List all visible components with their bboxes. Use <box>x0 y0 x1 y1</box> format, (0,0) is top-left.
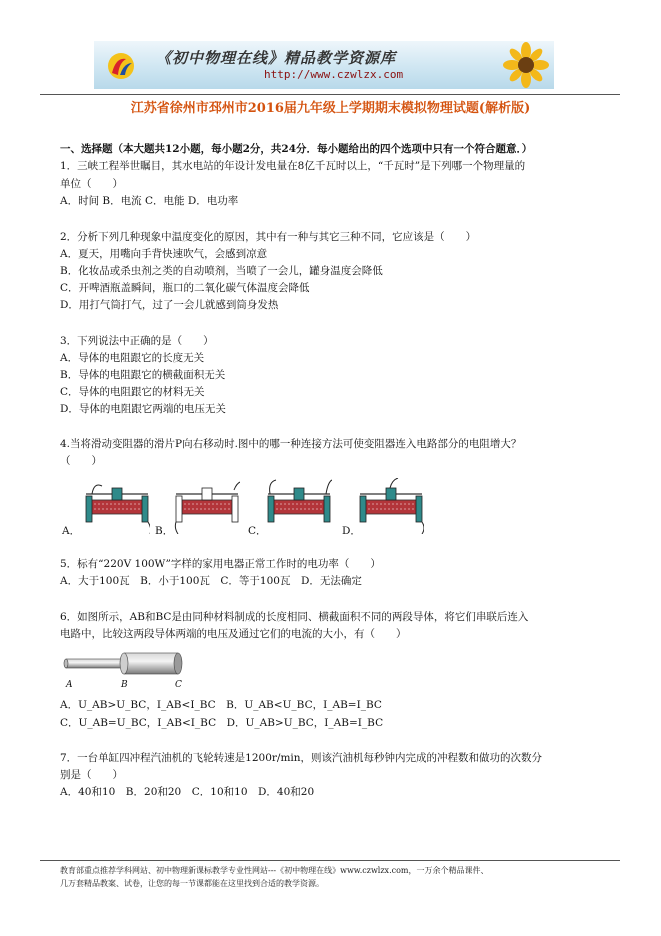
q4-label-d: D． <box>342 525 361 537</box>
q1-options: A．时间 B．电流 C．电能 D．电功率 <box>60 195 239 207</box>
header-divider <box>40 94 620 95</box>
q3-option-b: B．导体的电阻跟它的横截面积无关 <box>60 369 226 381</box>
q7-options: A．40和10 B．20和20 C．10和10 D．40和20 <box>60 786 315 798</box>
q2-option-a: A．夏天，用嘴向手背快速吹气，会感到凉意 <box>60 248 268 260</box>
q6-options-line1: A．U_AB>U_BC，I_AB<I_BC B．U_AB<U_BC，I_AB=I_BC <box>60 699 382 711</box>
banner-title: 《初中物理在线》精品教学资源库 <box>156 49 397 67</box>
q4-stem-line1: 4.当将滑动变阻器的滑片P向右移动时.图中的哪一种连接方法可使变阻器连入电路部分的电阻增大？ <box>60 438 522 450</box>
q3-option-a: A．导体的电阻跟它的长度无关 <box>60 352 205 364</box>
q2-option-c: C．开啤酒瓶盖瞬间，瓶口的二氧化碳气体温度会降低 <box>60 282 310 294</box>
q4-label-c: C． <box>248 525 267 537</box>
document-title: 江苏省徐州市邳州市2016届九年级上学期期末模拟物理试题(解析版) <box>130 101 531 116</box>
site-logo-icon <box>106 51 136 81</box>
rheostat-figure-c <box>266 478 332 534</box>
rheostat-figure-d <box>358 478 424 534</box>
q3-option-c: C．导体的电阻跟它的材料无关 <box>60 386 205 398</box>
rheostat-figure-a <box>84 478 150 534</box>
q6-stem-line1: 6．如图所示，AB和BC是由同种材料制成的长度相同、横截面积不同的两段导体，将它们串联后连入 <box>60 611 529 623</box>
q1-stem-line1: 1．三峡工程举世瞩目，其水电站的年设计发电量在8亿千瓦时以上，“千瓦时”是下列哪一个物理量的 <box>60 160 526 172</box>
q6-stem-line2: 电路中，比较这两段导体两端的电压及通过它们的电流的大小，有（ ） <box>60 628 407 640</box>
footer-line2: 几万套精品教案、试卷，让您的每一节课都能在这里找到合适的教学资源。 <box>60 879 324 888</box>
footer-line1: 教育部重点推荐学科网站、初中物理新课标教学专业性网站---《初中物理在线》www.czwlzx.com，一万余个精品课件、 <box>60 866 489 875</box>
q7-stem-line2: 别是（ ） <box>60 769 123 781</box>
banner-url[interactable]: http://www.czwlzx.com <box>264 68 404 81</box>
q2-option-b: B．化妆品或杀虫剂之类的自动喷剂，当喷了一会儿，罐身温度会降低 <box>60 265 383 277</box>
q4-label-b: B． <box>155 525 174 537</box>
q5-stem: 5．标有“220V 100W”字样的家用电器正常工作时的电功率（ ） <box>60 558 381 570</box>
header-banner <box>94 41 554 89</box>
q6-fig-label-a: A <box>66 680 73 690</box>
q4-label-a: A． <box>62 525 81 537</box>
sunflower-icon <box>492 41 550 89</box>
q3-stem: 3．下列说法中正确的是（ ） <box>60 335 214 347</box>
q2-option-d: D．用打气筒打气，过了一会儿就感到筒身发热 <box>60 299 279 311</box>
q1-stem-line2: 单位（ ） <box>60 178 123 190</box>
q6-fig-label-c: C <box>175 680 182 690</box>
q6-fig-label-b: B <box>121 680 128 690</box>
q2-stem: 2．分析下列几种现象中温度变化的原因，其中有一种与其它三种不同，它应该是（ ） <box>60 231 477 243</box>
footer-divider <box>40 860 620 861</box>
section-heading: 一、选择题（本大题共12小题，每小题2分，共24分．每小题给出的四个选项中只有一个符合题意．） <box>60 143 533 155</box>
q7-stem-line1: 7．一台单缸四冲程汽油机的飞轮转速是1200r/min，则该汽油机每秒钟内完成的冲程数和做功的次数分 <box>60 752 543 764</box>
q6-options-line2: C．U_AB=U_BC，I_AB<I_BC D．U_AB>U_BC，I_AB=I_BC <box>60 717 384 729</box>
q4-stem-line2: （ ） <box>60 455 102 467</box>
q5-options: A．大于100瓦 B．小于100瓦 C．等于100瓦 D．无法确定 <box>60 575 362 587</box>
q3-option-d: D．导体的电阻跟它两端的电压无关 <box>60 403 226 415</box>
conductor-figure <box>62 648 186 680</box>
rheostat-figure-b <box>174 478 240 534</box>
